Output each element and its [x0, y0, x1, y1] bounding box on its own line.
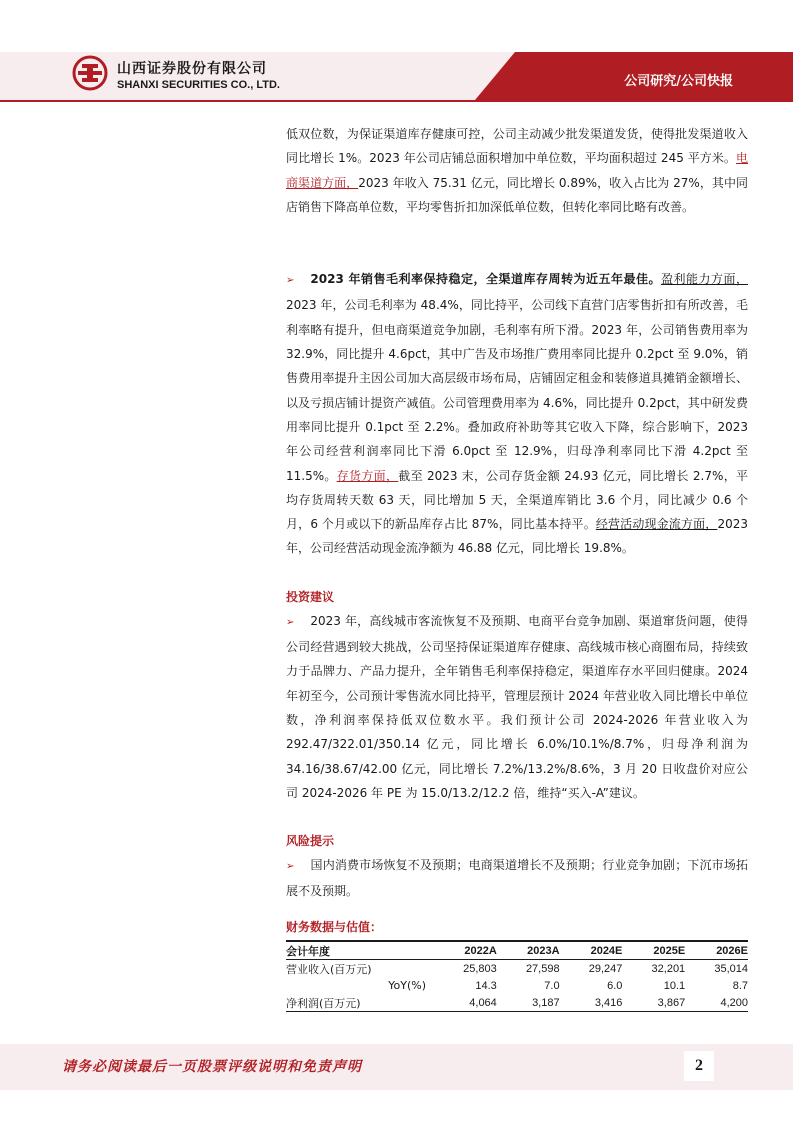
inventory-heading: 存货方面，: [336, 468, 399, 483]
table-cell: 25,803: [463, 962, 497, 975]
table-header-cell: 2023A: [527, 944, 560, 957]
company-name-cn: 山西证券股份有限公司: [117, 61, 267, 77]
bullet-arrow-icon: ➢: [286, 616, 295, 628]
table-cell: 35,014: [714, 962, 748, 975]
table-cell: 32,201: [651, 962, 686, 975]
table-header-cell: 2026E: [716, 944, 748, 957]
company-logo-icon: [72, 55, 108, 91]
table-cell: 29,247: [588, 962, 623, 975]
row-label: 营业收入(百万元): [286, 962, 372, 976]
company-name-en: SHANXI SECURITIES CO., LTD.: [117, 79, 280, 91]
table-cell: 3,867: [657, 996, 686, 1009]
report-body: [286, 122, 748, 904]
page-footer: [0, 1044, 793, 1090]
table-cell: 3,187: [532, 996, 560, 1009]
row-label: YoY(%): [388, 979, 426, 992]
table-header-cell: 2025E: [653, 944, 686, 957]
table-row: [286, 994, 748, 1012]
paragraph-investment-advice: ➢ 2023 年，高线城市客流恢复不及预期、电商平台竞争加剧、渠道窜货问题，使得公司经营遇到较大挑战，公司坚持保证渠道库存健康、高线城市核心商圈布局，持续致力于品牌力、产品力提升，全年销售毛利率保持稳定，渠道库存水平回归健康。2024 年初至今，公司预计零售流水同比持平，管理层预计 2024 年营业收入同比增长中单位数，净利润率保持低双位数水平。我们预计公司 2024-2026 年营业收入为 292.47/322.01/350.14 亿元，同比增长 6.0%/10.1%/8.7%，归母净利润为 34.16/38.67/42.00 亿元，同比增长 7.2%/13.2%/8.6%，3 月 20 日收盘价对应公司 2024-2026 年 PE 为 15.0/13.2/12.2 倍，维持“买入-A”建议。: [286, 613, 748, 800]
table-row: [286, 960, 748, 978]
table-header-cell: 会计年度: [286, 944, 330, 958]
table-cell: 7.0: [544, 979, 560, 992]
table-cell: 10.1: [663, 979, 686, 992]
table-cell: 27,598: [525, 962, 560, 975]
financials-table: [286, 940, 748, 1012]
paragraph-risk-warning: ➢ 国内消费市场恢复不及预期；电商渠道增长不及预期；行业竞争加剧；下沉市场拓展不及预期。: [286, 858, 748, 899]
page-number: 2: [684, 1051, 714, 1081]
financials-title: 财务数据与估值：: [286, 920, 383, 934]
table-cell: 4,200: [720, 996, 748, 1009]
header-rule: [0, 100, 793, 102]
disclaimer-notice: 请务必阅读最后一页股票评级说明和免责声明: [62, 1059, 362, 1075]
investment-advice-title: 投资建议: [286, 589, 335, 604]
table-header-cell: 2024E: [590, 944, 623, 957]
paragraph-channels: 低双位数，为保证渠道库存健康可控，公司主动减少批发渠道发货，使得批发渠道收入同比增长 1%。2023 年公司店铺总面积增加中单位数，平均面积超过 245 平方米。电商渠道方面，2023 年收入 75.31 亿元，同比增长 0.89%，收入占比为 27%，其中同店销售下降高单位数，平均零售折扣加深低单位数，但转化率同比略有改善。: [286, 127, 748, 214]
risk-warning-title: 风险提示: [286, 834, 335, 849]
table-row: [286, 977, 748, 994]
cashflow-heading: 经营活动现金流方面，: [595, 517, 718, 532]
ecommerce-heading: 电商渠道方面，: [286, 151, 748, 190]
key-point-heading: 2023 年销售毛利率保持稳定，全渠道库存周转为近五年最佳。: [310, 272, 661, 287]
table-cell: 14.3: [475, 979, 497, 992]
financials-section: [286, 918, 748, 1012]
bullet-arrow-icon: ➢: [286, 275, 295, 287]
page-header: [0, 0, 793, 102]
table-cell: 6.0: [607, 979, 623, 992]
table-cell: 3,416: [594, 996, 623, 1009]
table-header-row: [286, 941, 748, 960]
paragraph-margin-inventory: ➢ 2023 年销售毛利率保持稳定，全渠道库存周转为近五年最佳。盈利能力方面，2023 年，公司毛利率为 48.4%，同比持平，公司线下直营门店零售折扣有所改善，毛利率略有提升，但电商渠道竞争加剧，毛利率有所下滑。2023 年，公司销售费用率为 32.9%，同比提升 4.6pct，其中广告及市场推广费用率同比提升 0.2pct 至 9.0%，销售费用率提升主因公司加大高层级市场布局，店铺固定租金和装修道具摊销金额增长、以及亏损店铺计提资产减值。公司管理费用率为 4.6%，同比提升 0.2pct，其中研发费用率同比提升 0.1pct 至 2.2%。叠加政府补助等其它收入下降，综合影响下，2023 年公司经营利润率同比下滑 6.0pct 至 12.9%，归母净利率同比下滑 4.2pct 至 11.5%。存货方面，截至 2023 末，公司存货金额 24.93 亿元，同比增长 2.7%，平均存货周转天数 63 天，同比增加 5 天，全渠道库销比 3.6 个月，同比减少 0.6 个月，6 个月或以下的新品库存占比 87%，同比基本持平。经营活动现金流方面，2023 年，公司经营活动现金流净额为 46.88 亿元，同比增长 19.8%。: [286, 272, 749, 556]
table-header-cell: 2022A: [464, 944, 497, 957]
report-type-label: 公司研究/公司快报: [624, 74, 733, 89]
row-label: 净利润(百万元): [286, 996, 361, 1010]
table-cell: 4,064: [469, 996, 497, 1009]
bullet-arrow-icon: ➢: [286, 861, 295, 873]
table-cell: 8.7: [732, 979, 748, 992]
profitability-heading: 盈利能力方面，: [660, 272, 748, 287]
